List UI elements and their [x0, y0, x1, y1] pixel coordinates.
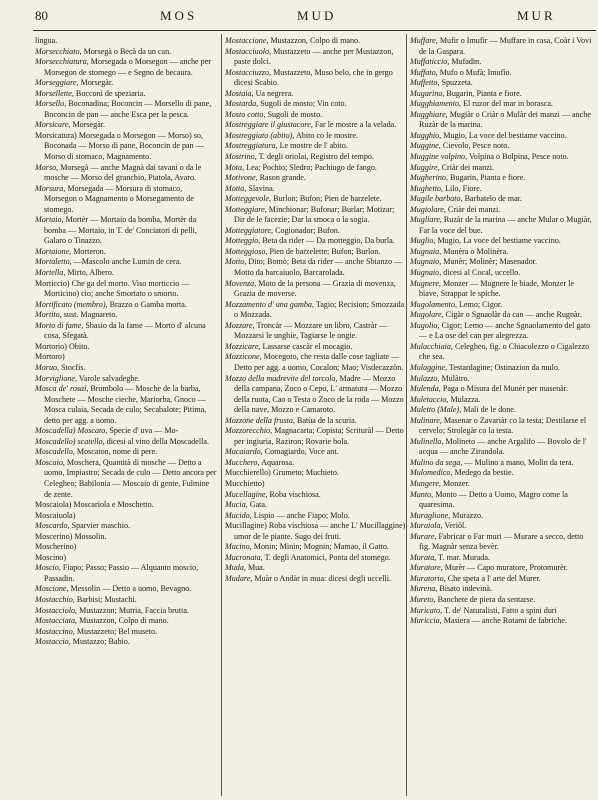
dictionary-entry: Mugolio, Cigor; Lemo — anche Sgnaolamento del gato — e La ose del can per alegrezza.: [410, 320, 591, 341]
dictionary-entry: Moscadella) Moscato, Specie d' uva — Mo-: [35, 426, 179, 436]
dictionary-entry: Mostreggiato (abito), Abito co le mostre.: [225, 130, 359, 140]
dictionary-entry: Moscardo, Sparvier maschio.: [35, 521, 131, 531]
dictionary-entry: Mucellagine, Roba vischiosa.: [225, 489, 321, 499]
dictionary-entry: Muffare, Mufir o Imufir — Muffare in casa, Coàr i Vovi de la Gaspara.: [410, 36, 592, 56]
dictionary-entry: Mostrino, T. degli oriolai, Registro del tempo.: [225, 152, 374, 162]
dictionary-entry: Morsello, Boconadina; Boconcin — Morsello di pane, Boconcin de pan — anche Esca per la pesca.: [35, 99, 212, 119]
dictionary-entry: Muggire, Criàr dei manzi.: [410, 162, 494, 172]
dictionary-entry: Mucchierello) Grumeto; Muchieto.: [225, 468, 339, 478]
dictionary-entry: Mulazzo, Mulàtro.: [410, 373, 470, 383]
dictionary-entry: Morsicare, Morsegàr.: [35, 120, 106, 130]
dictionary-entry: Muratorio, Che speta a l' arte del Murer.: [410, 573, 541, 583]
dictionary-entry: Murena, Bisato indevinà.: [410, 584, 492, 594]
dictionary-entry: Moscione, Messolin — Detto a uomo, Bevagno.: [35, 584, 192, 594]
dictionary-entry: Motteggio, Beta da rider — Da motteggio, Da burla.: [225, 236, 395, 246]
dictionary-entry: Mostreggiatura, Le mostre de l' abito.: [225, 141, 348, 151]
dictionary-entry: Mucchero, Aquarosa.: [225, 457, 295, 467]
dictionary-entry: Motteggevole, Burlon; Bufon; Pien de barzelete.: [225, 194, 382, 204]
dictionary-entry: Mulino da sega, — Mulino a mano, Molin da tera.: [410, 457, 574, 467]
dictionary-entry: Moruo, Stocfis.: [35, 362, 86, 372]
dictionary-entry: Muggine volpino, Volpina o Bolpina, Pesce noto.: [410, 152, 569, 162]
dictionary-entry: Muffetto, Spuzzeta.: [410, 78, 473, 88]
dictionary-entry: Mugghio, Mugio, La voce del bestiame vaccino.: [410, 130, 567, 140]
dictionary-entry: Mucino, Monin; Minin; Mognin; Mamao, il Gatto.: [225, 542, 389, 552]
dictionary-entry: Mugile barbato, Barbatelo de mar.: [410, 194, 522, 204]
dictionary-entry: Mozzicone, Mocegoto, che resta dalle cose tagliate — Detto per agg. a uomo, Cocalon; Mao; Visdecazzòn.: [225, 352, 404, 372]
dictionary-entry: Moscaiuola): [35, 510, 76, 520]
dictionary-entry: Motteggiare, Minchionar; Bufonar; Burlar; Motizar; Dir de le facezie; Dar la smoca o la sogia.: [225, 204, 395, 225]
column-left: [35, 36, 217, 796]
dictionary-entry: Motto, Dito; Bomò; Beta da rider — anche Sbianzo — Motto da barcaiuolo, Barcarolada.: [225, 257, 403, 278]
dictionary-entry: Mozzorecchio, Magnacarta; Copista; Scrituràl — Detto per ingiuria, Raziron; Rovarie bola.: [225, 426, 404, 446]
dictionary-entry: Mugnaio, Munèr; Molinèr; Masenador.: [410, 257, 538, 267]
dictionary-entry: Mostacciolo, Mustazzon; Mutria, Faccia brutta.: [35, 605, 189, 615]
dictionary-entry: Mozzamento d' una gamba, Tagio; Recision; Smozzada o Mozzada.: [225, 299, 405, 320]
dictionary-entry: Moscino): [35, 552, 67, 562]
dictionary-entry: Morviglione, Varole salvadeghe.: [35, 373, 141, 383]
dictionary-entry: Mortito, sust. Magnareto.: [35, 310, 118, 320]
dictionary-entry: Mostacciuolo, Mustazzeto — anche per Mustazzon, paste dolci.: [225, 46, 394, 67]
dictionary-entry: Muriccia, Masiera — anche Rotami de fabriche.: [410, 616, 567, 626]
dictionary-entry: Mudare, Muàr o Andàr in mua: dicesi degli uccelli.: [225, 573, 392, 583]
dictionary-entry: Mugnaio, dicesi al Cocal, uccello.: [410, 268, 521, 278]
dictionary-entry: Morsicatura) Morsegada o Morsegon — Morso) so, Boconada — Morso di pane, Boconcin de pan — Morso di stomaco, Magnamento.: [35, 130, 204, 162]
dictionary-entry: Mozzo della madrevite del torcolo, Madre — Mozzo della campana, Zoco o Cepo, L' armatura — Mozzo della ruota, Cao o Testa o Zoco de la roda — Mozzo della nave, Mozzo e Camaroto.: [225, 373, 404, 415]
dictionary-entry: Mostaccino, Mustazzeto; Bel museto.: [35, 626, 158, 636]
dictionary-entry: Mucchietto): [225, 478, 265, 488]
dictionary-entry: Mulacchiaia, Celegheo, fig. o Chiacolezzo o Cigalezzo che sea.: [410, 341, 590, 362]
dictionary-entry: Muda, Mua.: [225, 563, 265, 573]
dictionary-entry: Muffaticcio, Mufadin.: [410, 57, 482, 67]
dictionary-entry: Mota, Lea; Pochio; Sledro; Pachiugo de fango.: [225, 162, 377, 172]
dictionary-entry: Mugherino, Bugarin, Pianta e fiore.: [410, 173, 526, 183]
dictionary-entry: Mucronata, T. degli Anatomici, Ponta del stomego.: [225, 552, 391, 562]
column-divider: [221, 34, 222, 796]
dictionary-entry: Mostaia, Ua negrera.: [225, 88, 294, 98]
dictionary-entry: Muletaccio, Mulazza.: [410, 394, 481, 404]
dictionary-entry: Motta, Slavina.: [225, 183, 275, 193]
dictionary-entry: Moscherino): [35, 542, 77, 552]
dictionary-entry: Mortoro): [35, 352, 65, 362]
dictionary-entry: Mucaiardo, Comagiardo, Voce ant.: [225, 447, 339, 457]
dictionary-entry: Mostaccio, Mustazzo; Babio.: [35, 637, 130, 647]
dictionary-entry: Muraiola, Veriòl.: [410, 521, 467, 531]
dictionary-entry: Mughetto, Lilo, Fiore.: [410, 183, 482, 193]
dictionary-entry: Mugolare, Cigàr o Sgnaolàr da can — anche Rugnàr.: [410, 310, 582, 320]
dictionary-entry: Morseggiare, Morsegàr.: [35, 78, 114, 88]
dictionary-entry: Mungere, Monzer.: [410, 478, 470, 488]
dictionary-entry: Muglio, Mugio, La voce del bestiame vaccino.: [410, 236, 561, 246]
dictionary-entry: Mozzicare, Lassarse cascàr el mocagio.: [225, 341, 353, 351]
header-rule: [33, 30, 596, 31]
dictionary-entry: Mureto, Banchete de piera da sentarse.: [410, 594, 536, 604]
dictionary-entry: Muratore, Murèr — Capo muratore, Protomurèr.: [410, 563, 568, 573]
dictionary-entry: Mugnere, Monzer — Mugnere le biade, Monzer le biave, Strappar le spiche.: [410, 278, 574, 299]
dictionary-entry: Mugnaia, Munèra o Molinèra.: [410, 246, 509, 256]
dictionary-entry: Murata, T. mar. Murada.: [410, 552, 490, 562]
dictionary-entry: Mulenda, Paga o Misura del Munèr per masenàr.: [410, 384, 569, 394]
column-middle: [225, 36, 407, 796]
dictionary-entry: Mostaccione, Mustazzon, Colpo di mano.: [225, 36, 361, 45]
dictionary-entry: Mostacciata, Mustazzon, Colpo di mano.: [35, 616, 169, 626]
dictionary-entry: Mostarda, Sugoli de mosto; Vin coto.: [225, 99, 347, 109]
dictionary-entry: Mortaletto, —Mascolo anche Lumin de cera.: [35, 257, 182, 267]
dictionary-entry: Mortorio) Obito.: [35, 341, 90, 351]
dictionary-entry: Motivone, Rason grande.: [225, 173, 306, 183]
dictionary-entry: Muletto (Male), Mali de le done.: [410, 405, 516, 415]
dictionary-entry: Mugarino, Bugarin, Pianta e fiore.: [410, 88, 522, 98]
dictionary-entry: Mulinello, Molineto — anche Argalifo — Bovolo de l' acqua — anche Zirandola.: [410, 436, 587, 457]
header-center-word: MUD: [297, 8, 337, 23]
dictionary-entry: Motteggiatore, Cogionador; Bufon.: [225, 225, 340, 235]
dictionary-entry: Mortella, Mirto, Albero.: [35, 268, 114, 278]
dictionary-entry: Mostreggiare il giustacore, Far le mostre a la velada.: [225, 120, 397, 130]
dictionary-entry: Morto di fame, Sbasio da la fame — Morto d' alcuna cosa, Sfegatà.: [35, 320, 206, 341]
dictionary-entry: Muggine, Cievolo, Pesce noto.: [410, 141, 510, 151]
dictionary-entry: Morsellette, Bocconi de speziaria.: [35, 88, 146, 98]
dictionary-entry: Mozzone della frusta, Batùa de la scuria.: [225, 415, 357, 425]
dictionary-entry: Mulomedico, Medego da bestie.: [410, 468, 514, 478]
dictionary-entry: Moscadello) scatello, dicesi al vino della Moscadella.: [35, 436, 209, 446]
dictionary-entry: Mosca de' rosai, Brombolo — Mosche de la barba, Moschete — Mosche cieche, Mariorba, Gnoco — Mosca culaia, Secada de culo; Secabalote; Pitima, detto per agg. a uomo.: [35, 384, 207, 425]
dictionary-entry: Mugiolare, Criàr dei manzi.: [410, 204, 501, 214]
dictionary-entry: Morso, Morsegà — anche Magnà dai tavani o da le mosche — Morso del granchio, Piatola, Avaro.: [35, 162, 202, 183]
dictionary-entry: Moscadello, Moscaton, nome di pere.: [35, 447, 158, 457]
dictionary-entry: Mugliare, Ruzàr de la marina — anche Mular o Mugiàr, Far la voce del bue.: [410, 215, 592, 235]
dictionary-entry: Mostacchio, Barbisi; Mustachi.: [35, 594, 137, 604]
dictionary-entry: Morsura, Morsegada — Morsura di stomaco, Morsegon o Magnamento o Morsegamento de stomego.: [35, 183, 194, 214]
dictionary-entry: Mozzare, Troncàr — Mozzare un libro, Castràr — Mozzarsi le unghie, Tagiarse le ongie.: [225, 320, 388, 341]
dictionary-entry: Movenza, Moto de la persona — Grazia di movenza, Grazia de moverse.: [225, 278, 396, 299]
dictionary-entry: Muricato, T. de' Naturalisti, Fatto a spini duri: [410, 605, 557, 615]
dictionary-entry: Morticcio) Che ga del morto. Viso morticcio — Morticino) cio; anche Smortato o smorto.: [35, 278, 190, 299]
dictionary-entry: Mugolamento, Lemo; Cigor.: [410, 299, 503, 309]
dictionary-entry: Moscio, Fiapo; Passo; Passio — Alquanto moscio, Passadin.: [35, 563, 199, 583]
dictionary-entry: Moscaio, Moschera, Quantità di mosche — Detto a uomo, Impiastro; Secada de culo — Detto ancora per Celegheo; Babilonia — Moscaio di gente, Fulmine de zente.: [35, 457, 217, 499]
dictionary-entry: Morsecchiato, Morsegà o Becà da un can.: [35, 46, 172, 56]
dictionary-entry: Mostacciuzzo, Mustazzeto, Muso belo, che in gergo dicesi Scabio.: [225, 67, 393, 88]
dictionary-entry: Mucillagine) Roba vischiosa — anche L' Mucillaggine) umor de le piante. Sugo dei fruti.: [225, 521, 406, 541]
dictionary-entry: lingua.: [35, 36, 58, 45]
column-right: [410, 36, 592, 796]
dictionary-entry: Mortaio, Mortèr — Mortaio da bomba, Mortèr da bomba — Mortaio, in T. de' Conciatori di pelli, Galaro o Tinazzo.: [35, 215, 197, 246]
dictionary-entry: Moscaiola) Moscariola e Moschetto.: [35, 500, 154, 510]
dictionary-entry: Muraglione, Murazzo.: [410, 510, 484, 520]
page-number: 80: [35, 8, 48, 23]
running-header: [0, 8, 598, 30]
dictionary-entry: Mucia, Gata.: [225, 500, 268, 510]
dictionary-entry: Mugghiamento, El ruzor del mar in borasca.: [410, 99, 553, 109]
header-left-word: MOS: [160, 8, 198, 23]
dictionary-entry: Munto, Monto — Detto a Uomo, Magro come la quaresima.: [410, 489, 568, 510]
dictionary-entry: Mortificato (membro), Brazzo o Gamba morta.: [35, 299, 187, 309]
dictionary-entry: Mulaggine, Testardagine; Ostinazion da mulo.: [410, 362, 560, 372]
dictionary-entry: Mugghiare, Mugiàr o Criàr o Mulàr dei manzi — anche Ruzàr de la marina.: [410, 109, 591, 130]
dictionary-entry: Moscerino) Mossolin.: [35, 531, 107, 541]
dictionary-entry: Mulinare, Masenar o Zavariàr co la testa; Destilarse el cervelo; Strolegàr co la testa.: [410, 415, 587, 436]
dictionary-entry: Mortaione, Morteron.: [35, 246, 106, 256]
dictionary-entry: Mosto cotto, Sugoli de mosto.: [225, 109, 323, 119]
dictionary-entry: Mucido, Lispio — anche Fiapo; Molo.: [225, 510, 350, 520]
dictionary-entry: Murare, Fabricar o Far muri — Murare a secco, detto fig. Magnàr senza bevèr.: [410, 531, 584, 552]
dictionary-entry: Morsecchiatura, Morsegada o Morsegon — anche per Morsegon de stomego — e Segno de becaura.: [35, 57, 211, 77]
header-right-word: MUR: [517, 8, 556, 23]
dictionary-entry: Muffato, Mufo o Mufà; Imufìo.: [410, 67, 512, 77]
dictionary-entry: Motteggioso, Pien de barzelette; Bufon; Burlon.: [225, 246, 381, 256]
